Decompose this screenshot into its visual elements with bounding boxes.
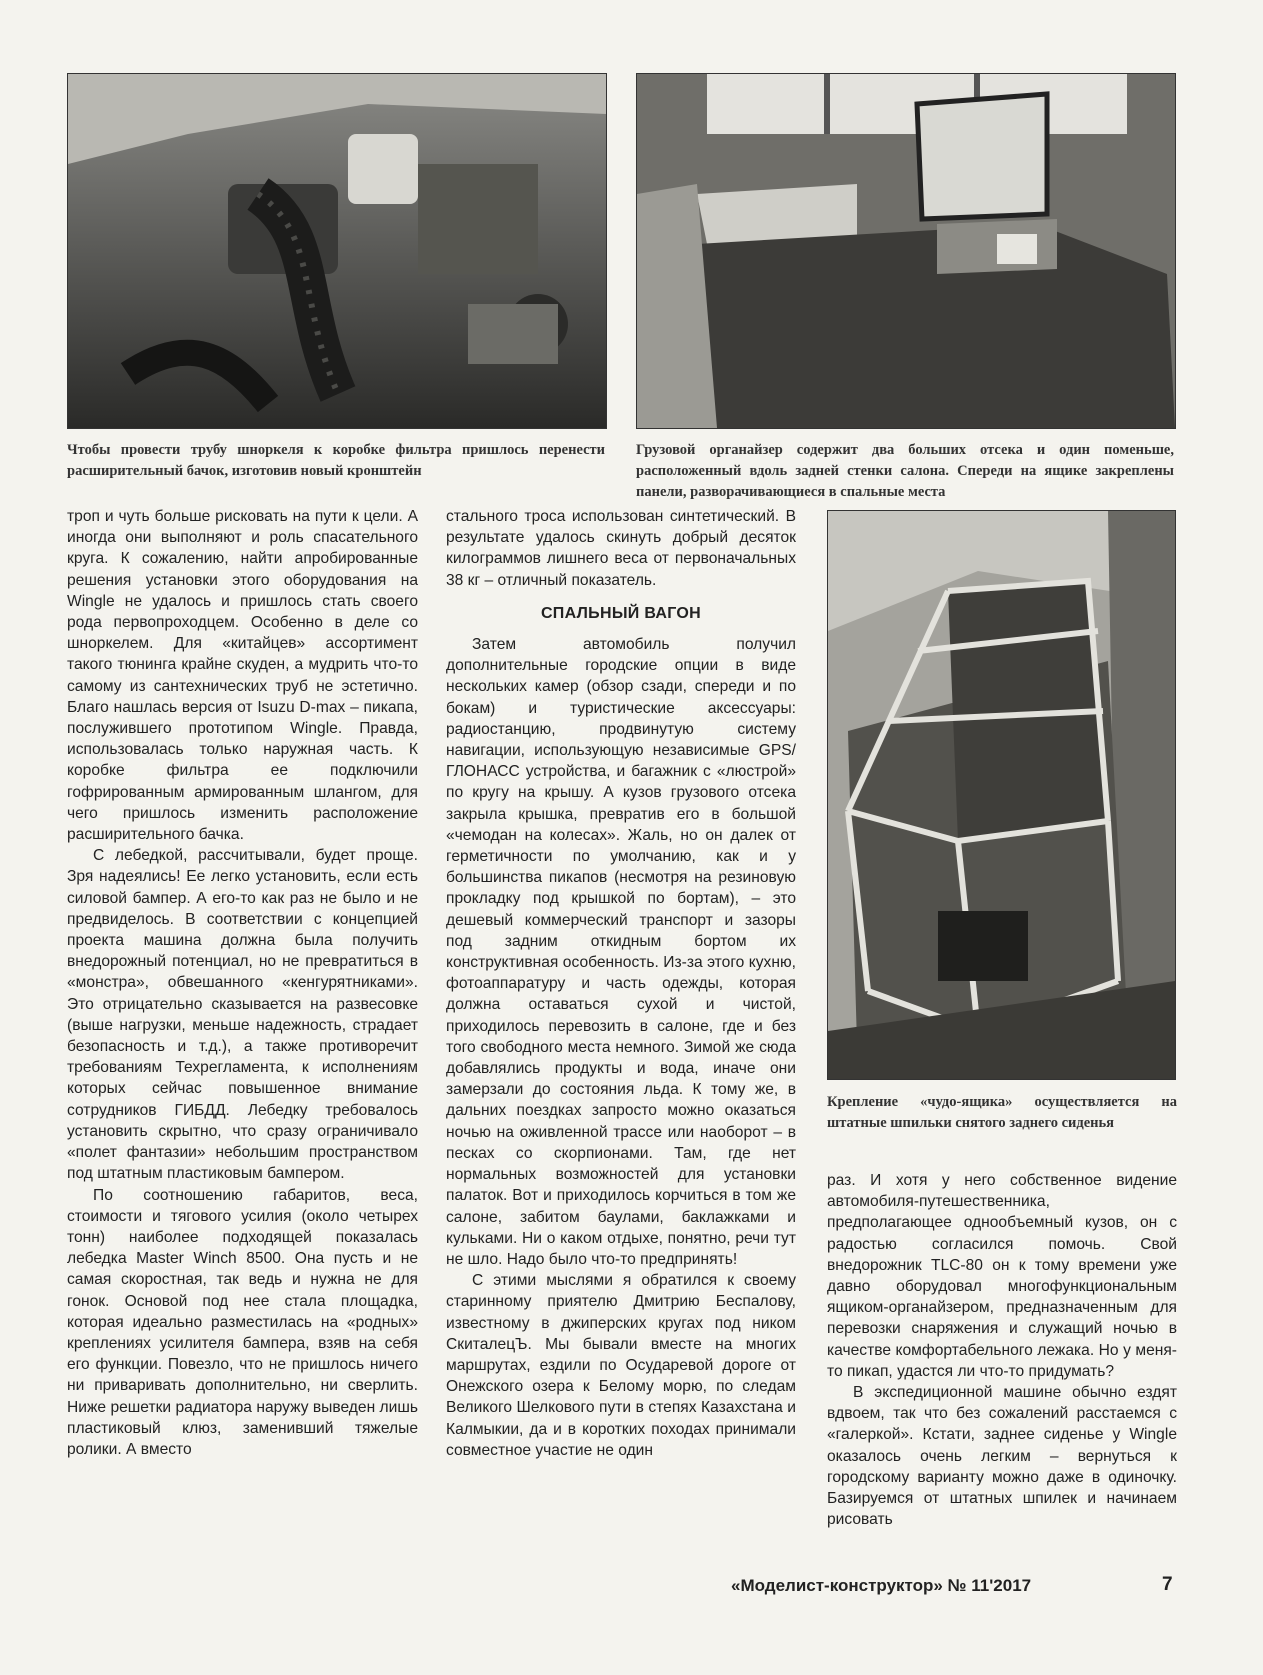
engine-photo-caption: Чтобы провести трубу шноркеля к коробке фильтра пришлось перенести расширительный бачок, изготовив новый кронштейн <box>67 442 605 479</box>
cargo-organizer-photo <box>636 73 1176 429</box>
column1-paragraph-1: троп и чуть больше рисковать на пути к цели. А иногда они выполняют и роль спасательного круга. К сожалению, найти апробированные решения установки этого оборудования на Wingle не удалось и пришлось стать своего рода первопроходцем. Особенно в деле со шноркелем. Для «китайцев» ассортимент такого тюнинга крайне скуден, а мудрить что-то самому из сантехнических труб не эстетично. Благо нашлась версия от Isuzu D-max – пикапа, послужившего прототипом Wingle. Правда, использовалась только наружная часть. К коробке фильтра ее подключили гофрированным армированным шлангом, для чего пришлось изменить расположение расширительного бачка. <box>67 508 418 844</box>
article-column-3 <box>827 1170 1177 1530</box>
article-column-1 <box>67 506 418 1460</box>
article-column-2 <box>446 506 796 1461</box>
column2-paragraph-2: С этими мыслями я обратился к своему старинному приятелю Дмитрию Беспалову, известному в джиперских кругах под ником СкиталецЪ. Мы бывали вместе на многих маршрутах, ездили по Осударевой дороге от Онежского озера к Белому морю, по следам Великого Шелкового пути в степях Казахстана и Калмыкии, да и в коротких походах принимали совместное участие не один <box>446 1272 796 1459</box>
cargo-photo-caption: Грузовой органайзер содержит два больших отсека и один поменьше, расположенный вдоль задней стенки салона. Спереди на ящике закреплены панели, разворачивающиеся в спальные места <box>636 442 1174 500</box>
section-heading: СПАЛЬНЫЙ ВАГОН <box>540 604 702 622</box>
column2-paragraph-1: Затем автомобиль получил дополнительные городские опции в виде нескольких камер (обзор сзади, спереди и по бокам) и туристические аксессуары: радиостанцию, продвинутую систему навигации, использующую независимые GPS/ГЛОНАСС устройства, и багажник с «люстрой» по кругу на крышу. А кузов грузового отсека закрыла крышка, превратив его в большой «чемодан на колесах». Жаль, но он далек от герметичности по умолчанию, как и у большинства пикапов (несмотря на резиновую прокладку под крышкой по бортам), – это дешевый коммерческий транспорт и зазоры под задним откидным бортом их конструктивная особенность. Из-за этого кухню, фотоаппаратуру и часть одежды, которая должна оставаться сухой и чистой, приходилось перевозить в салоне, где и без того свободного места немного. Зимой же сюда добавлялись продукты и вода, иначе они замерзали до состояния льда. К тому же, в дальних поездках запросто можно оказаться ночью на оживленной трассе или наоборот – в песках со скорпионами. Там, где нет нормальных возможностей для установки палаток. Вот и приходилось корчиться в том же салоне, забитом баулами, баклажками и кульками. Ни о каком отдыхе, понятно, речи тут не шло. Надо было что-то предпринять! <box>446 636 796 1268</box>
column3-paragraph-2: В экспедиционной машине обычно ездят вдвоем, так что без сожалений расстаемся с «галеркой». Кстати, заднее сиденье у Wingle оказалось очень легким – вернуться к городскому варианту можно даже в одиночку. Базируемся от штатных шпилек и начинаем рисовать <box>827 1384 1177 1529</box>
magazine-title: «Моделист-конструктор» № 11'2017 <box>731 1576 1032 1595</box>
box-frame-photo <box>827 510 1176 1080</box>
column1-paragraph-2: С лебедкой, рассчитывали, будет проще. Зря надеялись! Ее легко установить, если есть силовой бампер. А его-то как раз не было и не предвиделось. В соответствии с концепцией проекта машина должна была получить внедорожный потенциал, но не превратиться в «монстра», обвешанного «кенгурятниками». Это отрицательно сказывается на развесовке (выше нагрузки, меньше надежность, страдает безопасность и т.д.), а также противоречит требованиям Техрегламента, к исполнениям которых сейчас повышенное внимание сотрудников ГИБДД. Лебедку требовалось установить скрытно, что сразу ограничивало «полет фантазии» небольшим пространством под штатным пластиковым бампером. <box>67 847 418 1183</box>
column1-paragraph-3: По соотношению габаритов, веса, стоимости и тягового усилия (около четырех тонн) наиболее подходящей показалась лебедка Master Winch 8500. Она пусть и не самая скоростная, так ведь и нужна не для гонок. Основой под нее стала площадка, которая идеально разместилась на «родных» креплениях усилителя бампера, взяв на себя его функции. Повезло, что не пришлось ничего ни приваривать дополнительно, ни сверлить. Ниже решетки радиатора наружу выведен лишь пластиковый клюз, заменивший тяжелые ролики. А вместо <box>67 1186 418 1458</box>
page-number: 7 <box>1162 1574 1173 1595</box>
column2-intro: стального троса использован синтетический. В результате удалось скинуть добрый десяток килограммов лишнего веса от первоначальных 38 кг – отличный показатель. <box>446 508 796 589</box>
engine-bay-photo <box>67 73 607 429</box>
frame-photo-caption: Крепление «чудо-ящика» осуществляется на штатные шпильки снятого заднего сиденья <box>827 1094 1177 1131</box>
column3-paragraph-1: раз. И хотя у него собственное видение автомобиля-путешественника, предполагающее однообъемный кузов, он с радостью согласился помочь. Свой внедорожник TLC-80 он к тому времени уже давно оборудовал многофункциональным ящиком-органайзером, предназначенным для перевозки снаряжения и служащий ночью в качестве комфортабельного лежака. Но у меня-то пикап, удастся ли что-то придумать? <box>827 1172 1177 1380</box>
